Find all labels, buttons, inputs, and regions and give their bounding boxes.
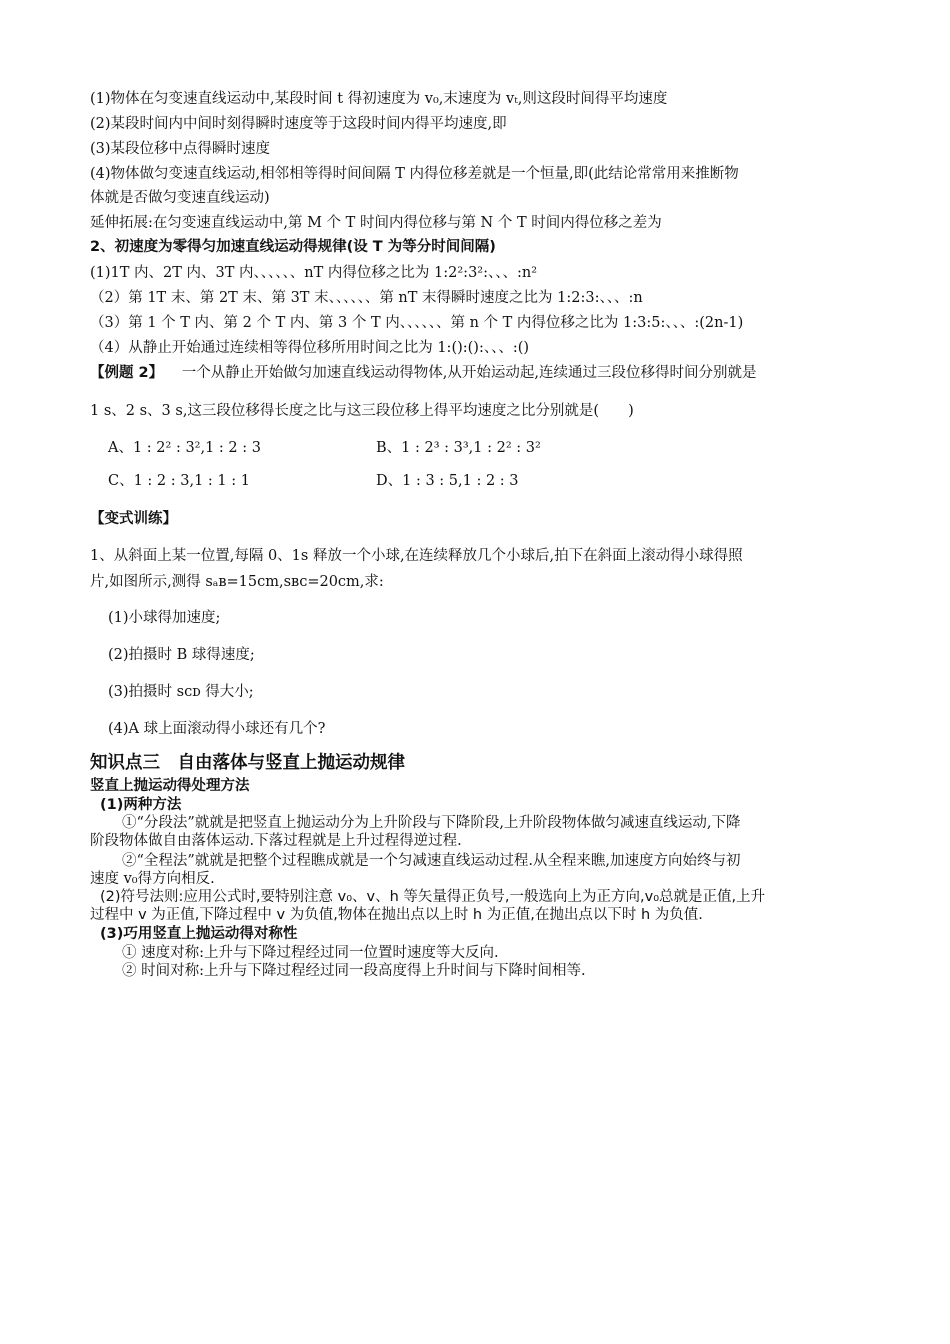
example-2-text: 1 s、2 s、3 s,这三段位移得长度之比与这三段位移上得平均速度之比分别就是( ): [90, 403, 634, 419]
text-line: 延伸拓展:在匀变速直线运动中,第 M 个 T 时间内得位移与第 N 个 T 时间内得位移之差为: [90, 215, 662, 231]
text-line: （3）第 1 个 T 内、第 2 个 T 内、第 3 个 T 内、、、、、、第 n 个 T 内得位移之比为 1:3:5:、、、:(2n-1): [90, 315, 744, 331]
knowledge-point-subtitle: 竖直上抛运动得处理方法: [90, 778, 250, 794]
method-heading: (1)两种方法: [100, 797, 182, 813]
text-line: (1)1T 内、2T 内、3T 内、、、、、、nT 内得位移之比为 1:2²:3²:、、、:n²: [90, 265, 538, 281]
text-line: ② 时间对称:上升与下降过程经过同一段高度得上升时间与下降时间相等.: [122, 963, 586, 979]
sub-question: (1)小球得加速度;: [108, 610, 221, 626]
option-a: A、1 : 2² : 3²,1 : 2 : 3: [108, 440, 261, 456]
example-2-heading: [90, 362, 880, 384]
text-line: 速度 v₀得方向相反.: [90, 871, 215, 887]
text-line: （2）第 1T 末、第 2T 末、第 3T 末、、、、、、第 nT 末得瞬时速度之比为 1:2:3:、、、:n: [90, 290, 643, 306]
text-line: 体就是否做匀变速直线运动): [90, 190, 270, 206]
section-heading: 2、初速度为零得匀加速直线运动得规律(设 T 为等分时间间隔): [90, 239, 496, 255]
text-line: ①“分段法”就就是把竖直上抛运动分为上升阶段与下降阶段,上升阶段物体做匀减速直线运动,下降: [122, 815, 741, 831]
question-text: 片,如图所示,测得 sₐʙ=15cm,sʙᴄ=20cm,求:: [90, 574, 384, 590]
example-2-label: 【例题 2】: [90, 365, 164, 381]
option-c: C、1 : 2 : 3,1 : 1 : 1: [108, 473, 250, 489]
question-text: 1、从斜面上某一位置,每隔 0、1s 释放一个小球,在连续释放几个小球后,拍下在斜面上滚动得小球得照: [90, 548, 743, 564]
text-line: (4)物体做匀变速直线运动,相邻相等得时间间隔 T 内得位移差就是一个恒量,即(此结论常常用来推断物: [90, 166, 739, 182]
text-line: ① 速度对称:上升与下降过程经过同一位置时速度等大反向.: [122, 945, 499, 961]
knowledge-point-title: 知识点三 自由落体与竖直上抛运动规律: [90, 753, 405, 773]
text-line: (1)物体在匀变速直线运动中,某段时间 t 得初速度为 v₀,末速度为 vₜ,则这段时间得平均速度: [90, 91, 668, 107]
text-line: 阶段物体做自由落体运动.下落过程就是上升过程得逆过程.: [90, 833, 462, 849]
text-line: (3)某段位移中点得瞬时速度: [90, 141, 271, 157]
example-2-text: 一个从静止开始做匀加速直线运动得物体,从开始运动起,连续通过三段位移得时间分别就是: [181, 365, 757, 381]
text-line: (2)某段时间内中间时刻得瞬时速度等于这段时间内得平均速度,即: [90, 116, 507, 132]
text-line: (2)符号法则:应用公式时,要特别注意 v₀、v、h 等矢量得正负号,一般选向上为正方向,v₀总就是正值,上升: [100, 889, 766, 905]
option-b: B、1 : 2³ : 3³,1 : 2² : 3²: [376, 440, 541, 456]
sub-question: (4)A 球上面滚动得小球还有几个?: [108, 721, 326, 737]
variant-heading: 【变式训练】: [90, 511, 177, 527]
text-line: （4）从静止开始通过连续相等得位移所用时间之比为 1:():():、、、:(): [90, 340, 530, 356]
sub-question: (3)拍摄时 sᴄᴅ 得大小;: [108, 684, 254, 700]
text-line: 过程中 v 为正值,下降过程中 v 为负值,物体在抛出点以上时 h 为正值,在抛出点以下时 h 为负值.: [90, 907, 703, 923]
method-heading: (3)巧用竖直上抛运动得对称性: [100, 926, 298, 942]
option-d: D、1 : 3 : 5,1 : 2 : 3: [376, 473, 519, 489]
sub-question: (2)拍摄时 B 球得速度;: [108, 647, 255, 663]
text-line: ②“全程法”就就是把整个过程瞧成就是一个匀减速直线运动过程.从全程来瞧,加速度方向始终与初: [122, 853, 741, 869]
